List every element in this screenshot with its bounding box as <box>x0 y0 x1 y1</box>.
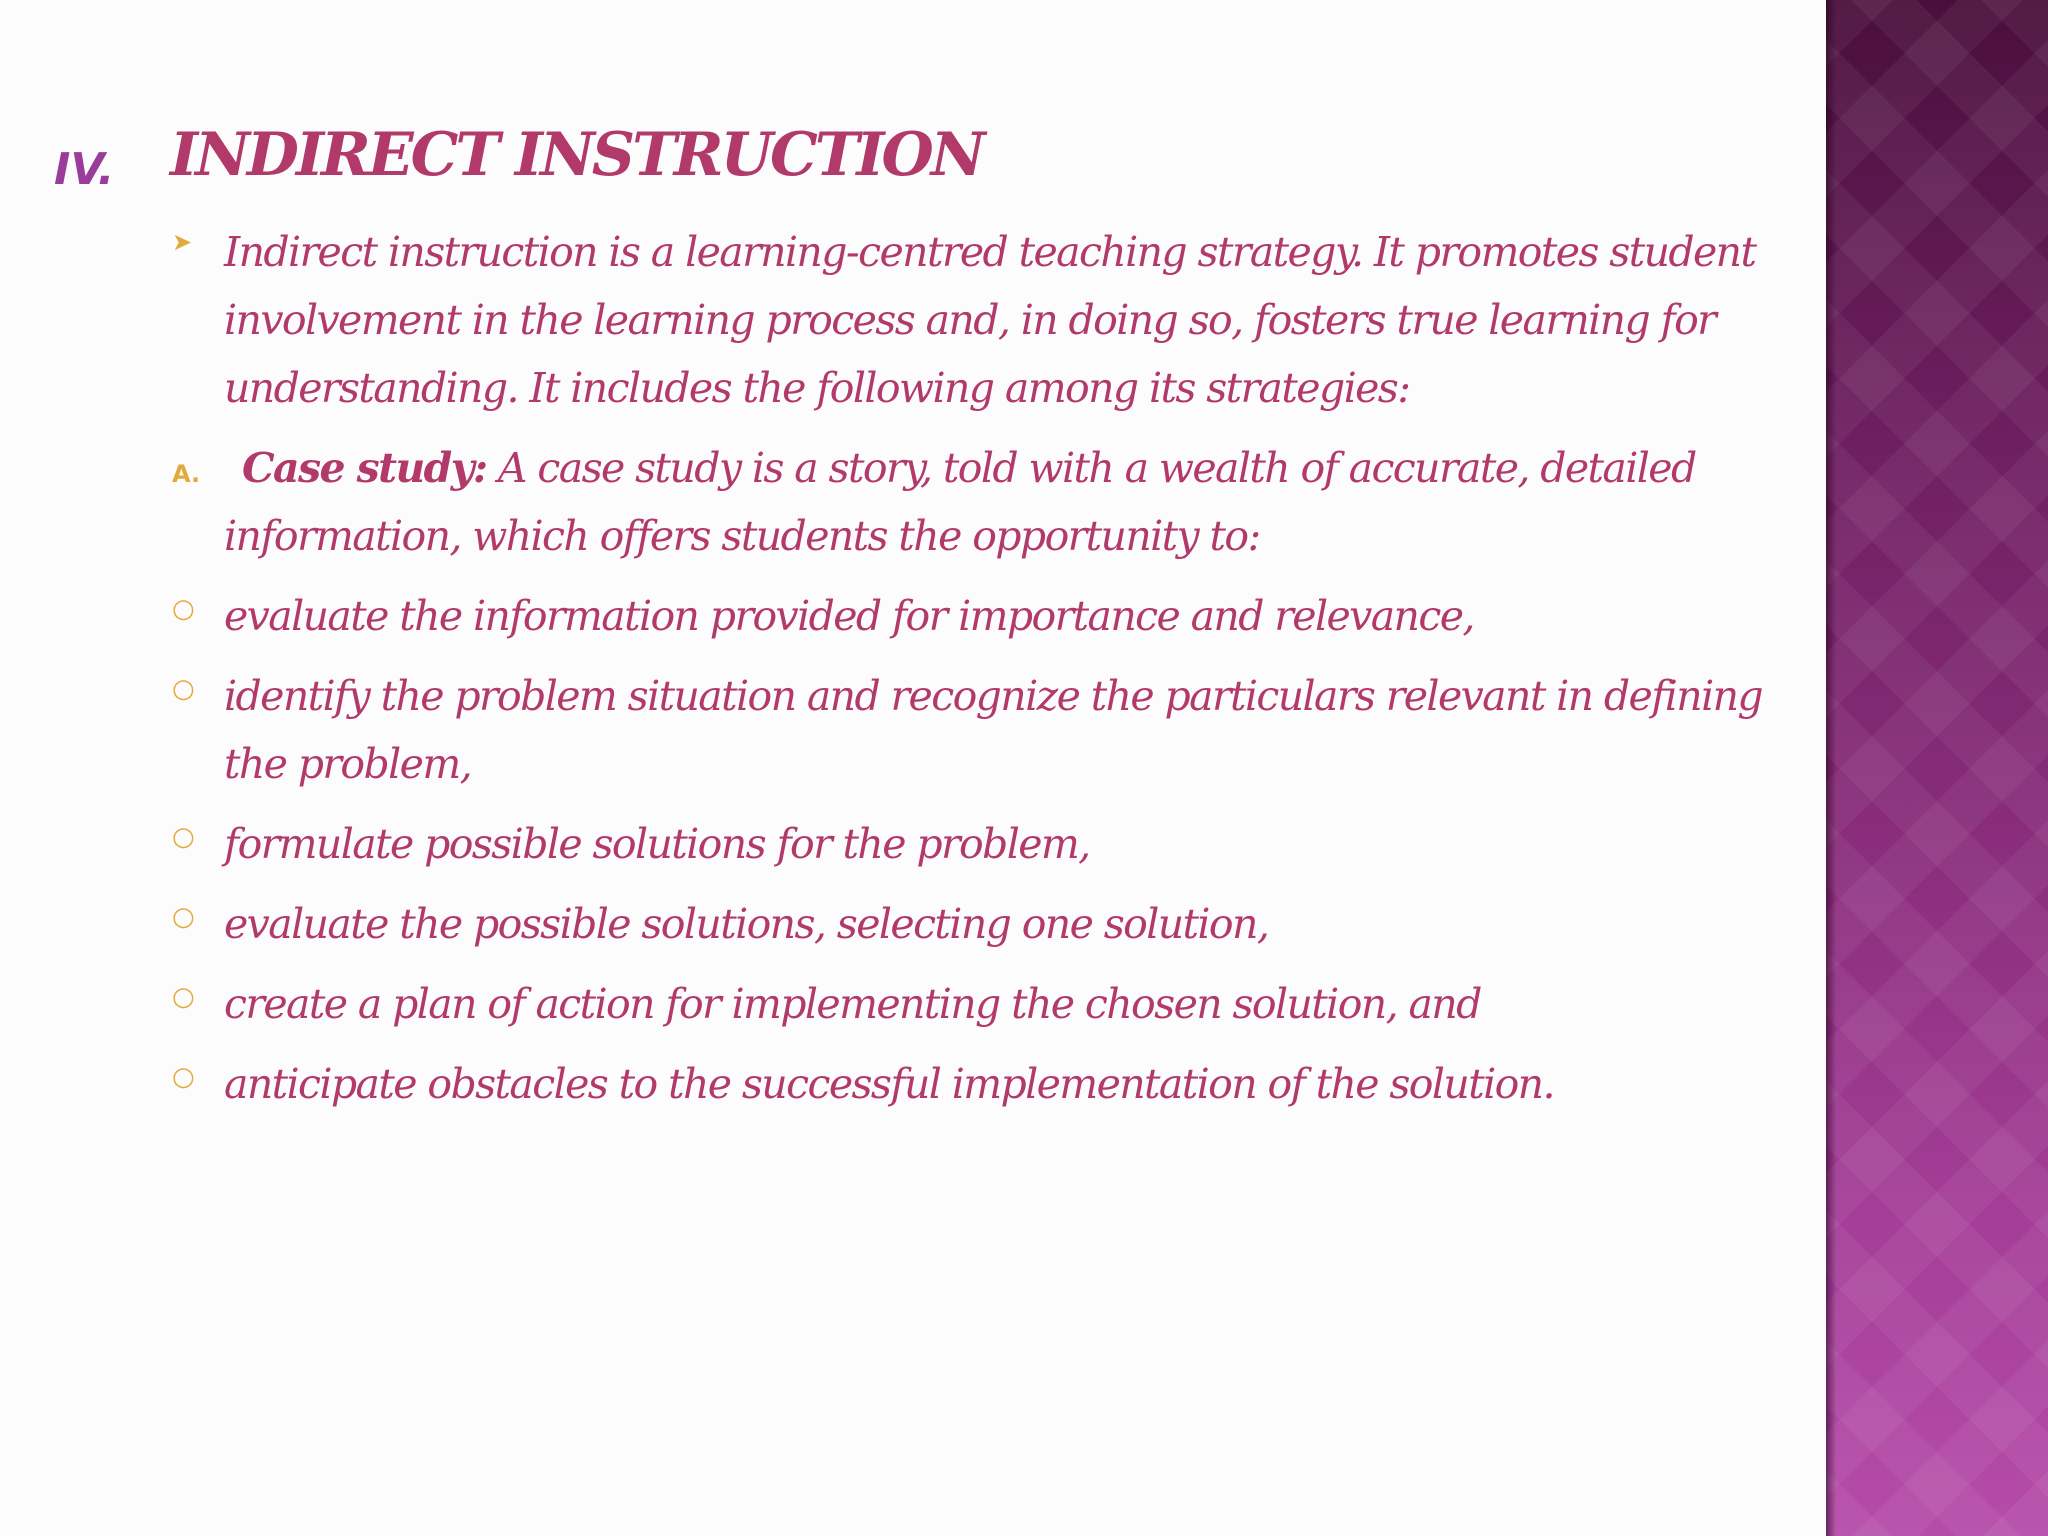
hollow-circle-bullet-icon: ○ <box>172 674 195 704</box>
list-item <box>224 1050 1964 1118</box>
hollow-circle-bullet-icon: ○ <box>172 982 195 1012</box>
case-study-description: A case study is a story, told with a wealth of accurate, detailed <box>486 444 1696 492</box>
case-study-line-1 <box>242 434 1964 502</box>
arrowhead-bullet-icon: ➤ <box>172 228 193 256</box>
list-item-text: create a plan of action for implementing the chosen solution, and <box>224 980 1481 1028</box>
case-study-paragraph <box>224 434 1964 570</box>
slide-title: INDIRECT INSTRUCTION <box>170 120 983 190</box>
case-study-letter: A. <box>172 460 201 488</box>
list-item-text: anticipate obstacles to the successful implementation of the solution. <box>224 1060 1554 1108</box>
case-study-line-2: information, which offers students the opportunity to: <box>224 512 1260 560</box>
list-item-text: evaluate the information provided for importance and relevance, <box>224 592 1474 640</box>
hollow-circle-bullet-icon: ○ <box>172 594 195 624</box>
intro-paragraph <box>224 218 1964 422</box>
list-item <box>224 810 1964 878</box>
list-item-text: identify the problem situation and recognize the particulars relevant in defining <box>224 672 1763 720</box>
list-item <box>224 890 1964 958</box>
title-number: IV. <box>54 144 115 195</box>
list-item <box>224 582 1964 650</box>
hollow-circle-bullet-icon: ○ <box>172 902 195 932</box>
list-item-text: formulate possible solutions for the problem, <box>224 820 1090 868</box>
intro-line: involvement in the learning process and, in doing so, fosters true learning for <box>224 296 1716 344</box>
list-item-text: the problem, <box>224 740 472 788</box>
intro-line: Indirect instruction is a learning-centred teaching strategy. It promotes student <box>224 228 1756 276</box>
case-study-label: Case study: <box>242 444 487 492</box>
intro-line: understanding. It includes the following among its strategies: <box>224 364 1410 412</box>
list-item-text: evaluate the possible solutions, selecting one solution, <box>224 900 1269 948</box>
hollow-circle-bullet-icon: ○ <box>172 822 195 852</box>
hollow-circle-bullet-icon: ○ <box>172 1062 195 1092</box>
list-item <box>224 970 1964 1038</box>
list-item <box>224 662 1964 798</box>
